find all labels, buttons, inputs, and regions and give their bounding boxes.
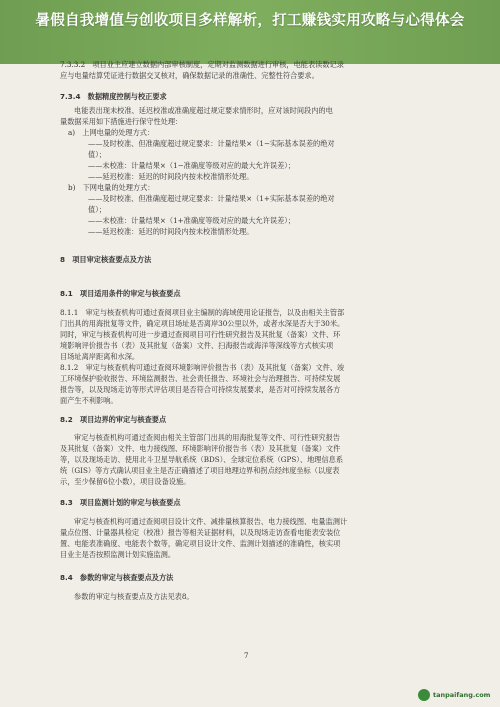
- paragraph-line: 统（GIS）等方式确认项目业主是否正确描述了项目地理边界和拐点经纬度坐标（以度表: [60, 466, 340, 475]
- list-item: a) 上网电量的处理方式：: [68, 128, 155, 137]
- paragraph-line: 8.1.2 审定与核查机构可通过查阅环境影响评价报告书（表）及其批复（备案）文件、竣: [60, 363, 345, 372]
- paragraph-line: 置、电能表准确度、电能表个数等，确定项目设计文件、监测计划描述的准确性，核实项: [60, 539, 341, 548]
- top-banner: [0, 0, 500, 64]
- paragraph-line: 面产生不利影响。: [60, 396, 118, 405]
- section-heading: 8.2 项目边界的审定与核查要点: [60, 415, 167, 424]
- list-subitem: ——未校准：计量结果×（1+准确度等级对应的最大允许误差）；: [88, 216, 296, 225]
- paragraph-line: 示，至少保留6位小数），项目设备设施。: [60, 477, 191, 486]
- banner-title: 暑假自我增值与创收项目多样解析，打工赚钱实用攻略与心得体会: [35, 13, 465, 29]
- list-item: b) 下网电量的处理方式：: [68, 183, 155, 192]
- section-heading: 7.3.4 数据精度控制与校正要求: [60, 92, 167, 101]
- paragraph-line: 同时，审定与核查机构可进一步通过查阅项目可行性研究报告及其批复（备案）文件、环: [60, 330, 341, 339]
- chapter-heading: 8 项目审定核查要点及方法: [60, 255, 152, 264]
- paragraph-line: 8.1.1 审定与核查机构可通过查阅项目业主编制的海域使用论证报告，以及由相关主管部: [60, 308, 345, 317]
- paragraph-line: 量数据采用如下措施进行保守性处理：: [60, 117, 183, 126]
- section-heading: 8.4 参数的审定与核查要点及方法: [60, 573, 174, 582]
- section-heading: 8.1 项目适用条件的审定与核查要点: [60, 289, 181, 298]
- paragraph-line: 工环境保护验收报告、环境监测报告、社会责任报告、环境社会与治理报告、可持续发展: [60, 374, 341, 383]
- paragraph-line: 目业主是否按照监测计划实施监测。: [60, 550, 176, 559]
- paragraph-line: 及其批复（备案）文件、电力接线图、环境影响评价报告书（表）及其批复（备案）文件: [60, 444, 341, 453]
- watermark-text: tanpaifang.com: [433, 691, 491, 699]
- paragraph-line: 门出具的用海批复等文件，确定项目场址是否离岸30公里以外，或者水深是否大于30米。: [60, 319, 345, 328]
- list-subitem: 值）；: [88, 150, 106, 159]
- section-heading: 8.3 项目监测计划的审定与核查要点: [60, 498, 181, 507]
- list-subitem: ——延迟校准：延迟的时间段内按未校准情形处理。: [88, 172, 254, 181]
- paragraph-line: 境影响评价报告书（表）及其批复（备案）文件、扫海报告或海洋等深线等方式核实项: [60, 341, 334, 350]
- paragraph-line: 参数的审定与核查要点及方法见表8。: [74, 592, 194, 601]
- list-subitem: ——延迟校准：延迟的时间段内按未校准情形处理。: [88, 227, 254, 236]
- list-subitem: ——未校准：计量结果×（1−准确度等级对应的最大允许误差）；: [88, 161, 296, 170]
- paragraph-line: 电能表出现未校准、延迟校准或准确度超过规定要求情形时，应对该时间段内的电: [74, 106, 333, 115]
- paragraph-line: 审定与核查机构可通过查阅项目设计文件、减排量核算报告、电力接线图、电量监测计: [74, 517, 348, 526]
- paragraph-line: 审定与核查机构可通过查阅由相关主管部门出具的用海批复等文件、可行性研究报告: [74, 433, 340, 442]
- list-subitem: 值）；: [88, 205, 106, 214]
- paragraph-line: 7.3.3.2 项目业主应建立数据内部审核制度，定期对监测数据进行审核，电能表读数记录: [60, 60, 344, 69]
- watermark: [418, 688, 496, 702]
- paragraph-line: 应与电量结算凭证进行数据交叉核对，确保数据记录的准确性、完整性符合要求。: [60, 71, 319, 80]
- list-subitem: ——及时校准、但准确度超过规定要求：计量结果×（1+实际基本误差的绝对: [88, 194, 335, 203]
- paragraph-line: 量点位图、计量器具检定（校准）报告等相关证据材料，以及现场走访查看电能表安装位: [60, 528, 341, 537]
- leaf-logo-icon: [418, 689, 430, 701]
- list-subitem: ——及时校准、但准确度超过规定要求：计量结果×（1−实际基本误差的绝对: [88, 139, 335, 148]
- paragraph-line: 报告等，以及现场走访等形式评估项目是否符合可持续发展要求，是否对可持续发展各方: [60, 385, 341, 394]
- paragraph-line: 等，以及现场走访、使用北斗卫星导航系统（BDS）、全球定位系统（GPS）、地理信息系: [60, 455, 344, 464]
- page-number: 7: [244, 652, 249, 660]
- paragraph-line: 目场址离岸距离和水深。: [60, 352, 140, 361]
